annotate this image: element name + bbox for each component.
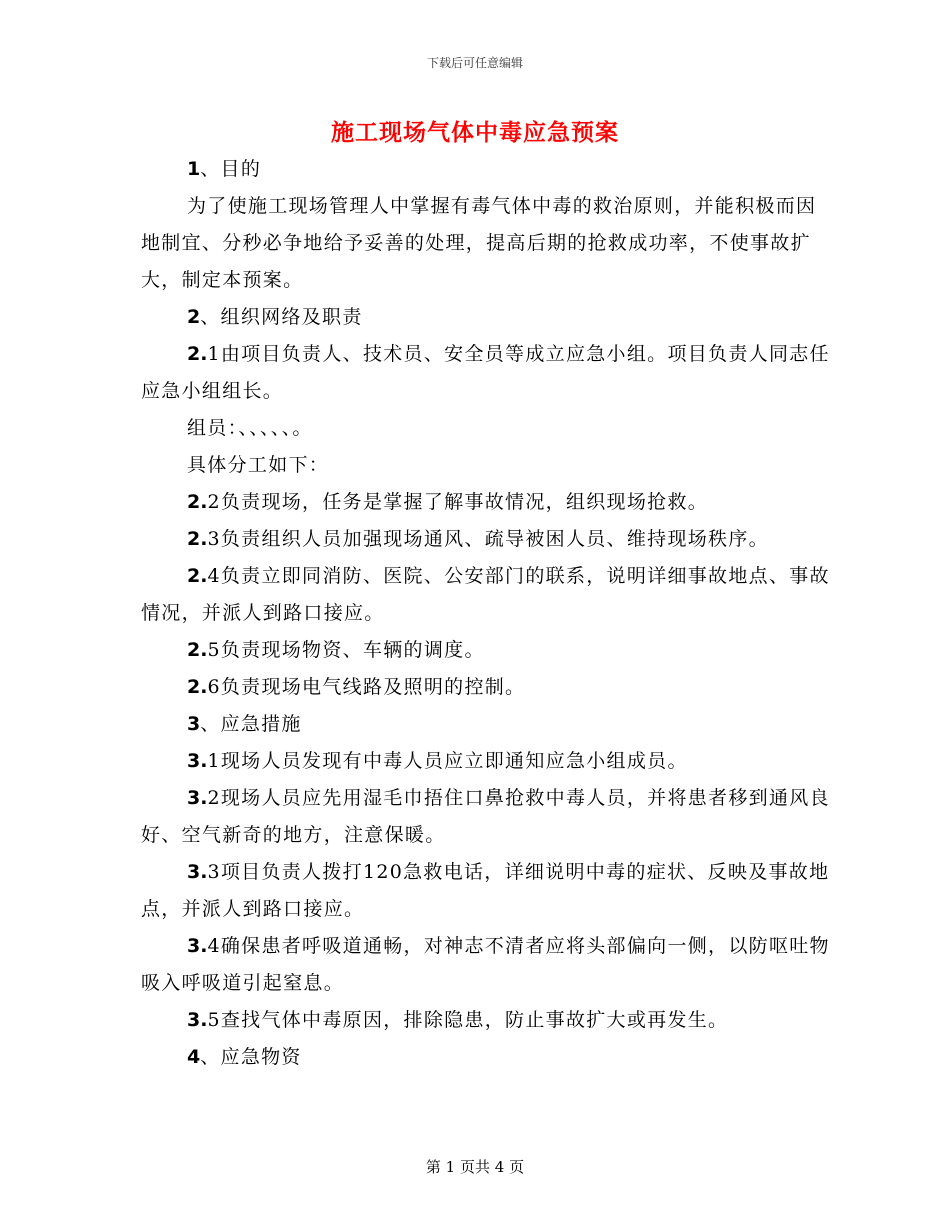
section-heading-3 (141, 706, 831, 743)
paragraph-number: 2. (187, 491, 208, 513)
paragraph (141, 928, 831, 1002)
paragraph (141, 669, 831, 706)
paragraph-number: 2 (187, 306, 201, 328)
paragraph-number: 3. (187, 861, 208, 883)
paragraph-number: 2. (187, 565, 208, 587)
paragraph-number: 2. (187, 676, 208, 698)
paragraph-text: 具体分工如下： (187, 454, 330, 476)
paragraph (141, 484, 831, 521)
paragraph-number: 2. (187, 639, 208, 661)
document-title: 施工现场气体中毒应急预案 (331, 119, 619, 146)
page-header-note: 下载后可任意编辑 (426, 56, 523, 70)
section-heading-1 (141, 151, 831, 188)
paragraph-number: 2. (187, 528, 208, 550)
paragraph-text: 3负责组织人员加强现场通风、疏导被困人员、维持现场秩序。 (207, 528, 769, 550)
paragraph (141, 336, 831, 410)
document-body (141, 151, 831, 1076)
paragraph (141, 743, 831, 780)
paragraph-number: 3. (187, 750, 208, 772)
paragraph (141, 1002, 831, 1039)
paragraph-number: 2. (187, 343, 208, 365)
paragraph (141, 447, 831, 484)
paragraph (141, 854, 831, 928)
paragraph (141, 780, 831, 854)
paragraph-text: 、组织网络及职责 (200, 306, 363, 328)
paragraph-number: 4 (187, 1046, 201, 1068)
paragraph (141, 558, 831, 632)
paragraph (141, 521, 831, 558)
paragraph (141, 632, 831, 669)
paragraph-text: 、应急物资 (200, 1046, 302, 1068)
paragraph-text: 5查找气体中毒原因，排除隐患，防止事故扩大或再发生。 (207, 1009, 729, 1031)
paragraph (141, 410, 831, 447)
paragraph-text: 2现场人员应先用湿毛巾捂住口鼻抢救中毒人员，并将患者移到通风良好、空气新奇的地方，注意保暖。 (141, 787, 830, 846)
paragraph-number: 3. (187, 935, 208, 957)
paragraph-number: 1 (187, 158, 201, 180)
paragraph-text: 1由项目负责人、技术员、安全员等成立应急小组。项目负责人同志任应急小组组长。 (141, 343, 830, 402)
paragraph (141, 188, 831, 299)
paragraph-text: 5负责现场物资、车辆的调度。 (207, 639, 485, 661)
paragraph-text: 、目的 (200, 158, 262, 180)
paragraph-number: 3. (187, 787, 208, 809)
paragraph-number: 3. (187, 1009, 208, 1031)
paragraph-text: 组员：、、、、、。 (187, 417, 313, 439)
paragraph-text: 1现场人员发现有中毒人员应立即通知应急小组成员。 (207, 750, 688, 772)
paragraph-text: 、应急措施 (200, 713, 302, 735)
paragraph-text: 2负责现场，任务是掌握了解事故情况，组织现场抢救。 (207, 491, 709, 513)
section-heading-2 (141, 299, 831, 336)
paragraph-text: 4负责立即同消防、医院、公安部门的联系，说明详细事故地点、事故情况，并派人到路口接应。 (141, 565, 830, 624)
page-number-footer: 第 1 页共 4 页 (425, 1158, 525, 1176)
paragraph-text: 3项目负责人拨打120急救电话，详细说明中毒的症状、反映及事故地点，并派人到路口接应。 (141, 861, 830, 920)
paragraph-text: 4确保患者呼吸道通畅，对神志不清者应将头部偏向一侧，以防呕吐物吸入呼吸道引起窒息。 (141, 935, 830, 994)
paragraph-text: 为了使施工现场管理人中掌握有毒气体中毒的救治原则，并能积极而因地制宜、分秒必争地给予妥善的处理，提高后期的抢救成功率，不使事故扩大，制定本预案。 (141, 195, 817, 291)
paragraph-number: 3 (187, 713, 201, 735)
paragraph-text: 6负责现场电气线路及照明的控制。 (207, 676, 526, 698)
section-heading-4 (141, 1039, 831, 1076)
